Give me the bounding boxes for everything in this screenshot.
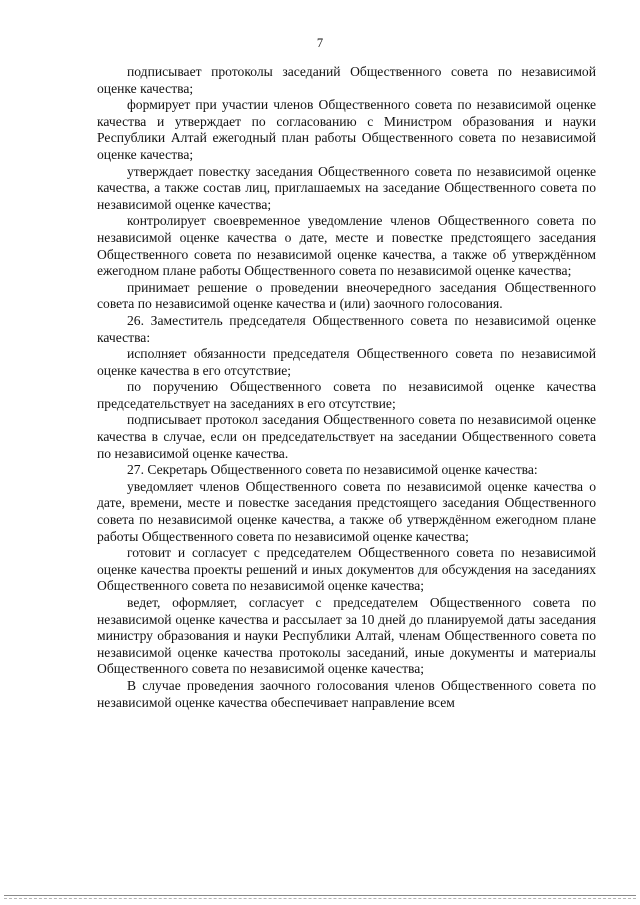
paragraph: В случае проведения заочного голосования членов Общественного совета по независимой оценке качества обеспечивает направление всем [97,677,596,710]
paragraph: готовит и согласует с председателем Общественного совета по независимой оценке качества проекты решений и иных документов для обсуждения на заседаниях Общественного совета по независимой оценке качества; [97,545,596,594]
document-body [97,64,596,711]
paragraph: подписывает протоколы заседаний Общественного совета по независимой оценке качества; [97,64,596,96]
scan-edge-line [4,895,636,896]
paragraph: ведет, оформляет, согласует с председателем Общественного совета по независимой оценке качества и рассылает за 10 дней до планируемой даты заседания министру образования и науки Республики Алтай, членам Общественного совета по независимой оценке качества протоколы заседаний, иные документы и материалы Общественного совета по независимой оценке качества; [97,595,596,677]
paragraph: принимает решение о проведении внеочередного заседания Общественного совета по независимой оценке качества и (или) заочного голосования. [97,279,596,312]
paragraph: контролирует своевременное уведомление членов Общественного совета по независимой оценке качества о дате, месте и повестке предстоящего заседания Общественного совета по независимой оценке качества, а также об утверждённом ежегодном плане работы Общественного совета по независимой оценке качества; [97,213,596,279]
paragraph: уведомляет членов Общественного совета по независимой оценке качества о дате, времени, месте и повестке заседания предстоящего заседания Общественного совета по независимой оценке качества, а также об утверждённом ежегодном плане работы Общественного совета по независимой оценке качества; [97,478,596,544]
scan-edge-line [4,898,636,899]
paragraph: исполняет обязанности председателя Общественного совета по независимой оценке качества в его отсутствие; [97,346,596,378]
paragraph: утверждает повестку заседания Общественного совета по независимой оценке качества, а также состав лиц, приглашаемых на заседание Общественного совета по независимой оценке качества; [97,163,596,212]
clause-heading: 26. Заместитель председателя Общественного совета по независимой оценке качества: [97,312,596,345]
clause-heading: 27. Секретарь Общественного совета по независимой оценке качества: [127,462,538,478]
paragraph: формирует при участии членов Общественного совета по независимой оценке качества и утверждает по согласованию с Министром образования и науки Республики Алтай ежегодный план работы Общественного совета по независимой оценке качества; [97,97,596,162]
page-number: 7 [316,36,324,50]
paragraph: по поручению Общественного совета по независимой оценке качества председательствует на заседаниях в его отсутствие; [97,379,596,411]
paragraph: подписывает протокол заседания Общественного совета по независимой оценке качества в случае, если он председательствует на заседании Общественного совета по независимой оценке качества. [97,412,596,461]
